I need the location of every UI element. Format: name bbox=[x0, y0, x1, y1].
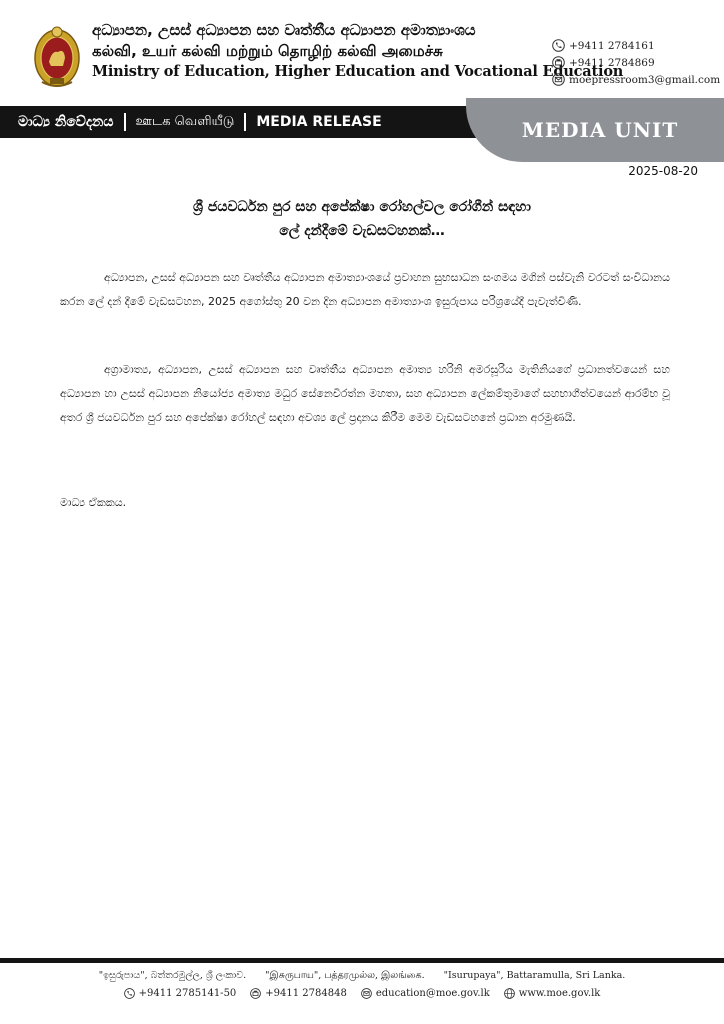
globe-icon bbox=[504, 988, 515, 999]
email-icon bbox=[552, 73, 565, 86]
email-icon bbox=[361, 988, 372, 999]
footer-website[interactable]: www.moe.gov.lk bbox=[518, 988, 601, 999]
band-divider bbox=[244, 113, 246, 131]
footer-fax: +9411 2784848 bbox=[265, 988, 347, 999]
media-release-tamil: ஊடக வெளியீடு bbox=[135, 114, 235, 129]
body-paragraph-2: අග්‍රාමාත්‍ය, අධ්‍යාපන, උසස් අධ්‍යාපන සහ වෘත්තීය අධ්‍යාපන අමාත්‍ය හරිනි අමරසූරිය මැතිනියගේ ප්‍රධානත්වයෙන් සහ අධ්‍යාපන හා උසස් අධ්‍යාපන නියෝජ්‍ය අමාත්‍ය මධුර සේනෙවිරත්න මහතා, සහ අධ්‍යාපන ලේකම්තුමාගේ සහභාගීත්වයෙන් ආරම්භ වූ අතර ශ්‍රී ජයවර්ධන පුර සහ අපේක්ෂා රෝහල් සඳහා අවශ්‍ය ලේ ප්‍රදානය කිරීම මෙම වැඩසටහනේ ප්‍රධාන අරමුණයි. bbox=[60, 363, 670, 424]
phone-icon bbox=[124, 988, 135, 999]
release-title bbox=[60, 195, 664, 243]
ministry-name-english: Ministry of Education, Higher Education and Vocational Education bbox=[92, 63, 624, 80]
release-title-line2: ලේ දන්දීමේ වැඩසටහනක්… bbox=[279, 223, 445, 239]
sri-lanka-emblem-icon bbox=[32, 22, 82, 90]
footer-email[interactable]: education@moe.gov.lk bbox=[375, 988, 490, 999]
header-fax-row bbox=[552, 55, 722, 70]
media-release-english: MEDIA RELEASE bbox=[256, 114, 382, 130]
header-phone: +9411 2784161 bbox=[569, 39, 655, 52]
body-paragraph-1: අධ්‍යාපන, උසස් අධ්‍යාපන සහ වෘත්තීය අධ්‍යාපන අමාත්‍යාංශයේ ප්‍රවාහන සුභසාධන සංගමය මගින් පස්වැනි වරටත් සංවිධානය කරන ලේ දන් දීමේ වැඩසටහන, 2025 අගෝස්තු 20 වන දින අධ්‍යාපන අමාත්‍යාංශ ඉසුරුපාය පරිශ්‍රයේදී පැවැත්විණි. bbox=[60, 271, 670, 308]
footer-address bbox=[0, 970, 724, 982]
ministry-name-tamil: கல்வி, உயர் கல்வி மற்றும் தொழிற் கல்வி அமைச்சு bbox=[92, 42, 443, 60]
header-contacts bbox=[552, 38, 722, 89]
footer-address-tamil: "இசுருபாய", பத்தரமுல்ல, இலங்கை. bbox=[265, 970, 425, 981]
footer-fax-item bbox=[250, 988, 347, 999]
ministry-name-sinhala: අධ්‍යාපන, උසස් අධ්‍යාපන සහ වෘත්තීය අධ්‍යාපන අමාත්‍යාංශය bbox=[92, 21, 476, 39]
footer-rule bbox=[0, 958, 724, 963]
fax-icon bbox=[552, 56, 565, 69]
band-divider bbox=[124, 113, 126, 131]
media-unit-label: MEDIA UNIT bbox=[521, 118, 679, 142]
header-email-row bbox=[552, 72, 722, 87]
header-fax: +9411 2784869 bbox=[569, 56, 655, 69]
footer-address-sinhala: "ඉසුරුපාය", බත්තරමුල්ල, ශ්‍රී ලංකාව. bbox=[98, 970, 247, 981]
release-title-line1: ශ්‍රී ජයවර්ධන පුර සහ අපේක්ෂා රෝහල්වල රෝගීන් සඳහා bbox=[193, 199, 531, 215]
fax-icon bbox=[250, 988, 261, 999]
letterhead bbox=[0, 0, 724, 100]
footer-website-item bbox=[504, 988, 601, 999]
header-email[interactable]: moepressroom3@gmail.com bbox=[569, 73, 721, 86]
signature: මාධ්‍ය ඒකකය. bbox=[60, 496, 127, 509]
media-release-sinhala: මාධ්‍ය නිවේදනය bbox=[18, 114, 114, 130]
footer-email-item bbox=[361, 988, 490, 999]
footer-contacts bbox=[0, 988, 724, 999]
footer-address-english: "Isurupaya", Battaramulla, Sri Lanka. bbox=[443, 970, 626, 981]
footer-phone-item bbox=[124, 988, 237, 999]
footer-phone: +9411 2785141-50 bbox=[138, 988, 237, 999]
media-release-labels bbox=[18, 106, 382, 138]
header-phone-row bbox=[552, 38, 722, 53]
phone-icon bbox=[552, 39, 565, 52]
release-date: 2025-08-20 bbox=[628, 164, 698, 178]
